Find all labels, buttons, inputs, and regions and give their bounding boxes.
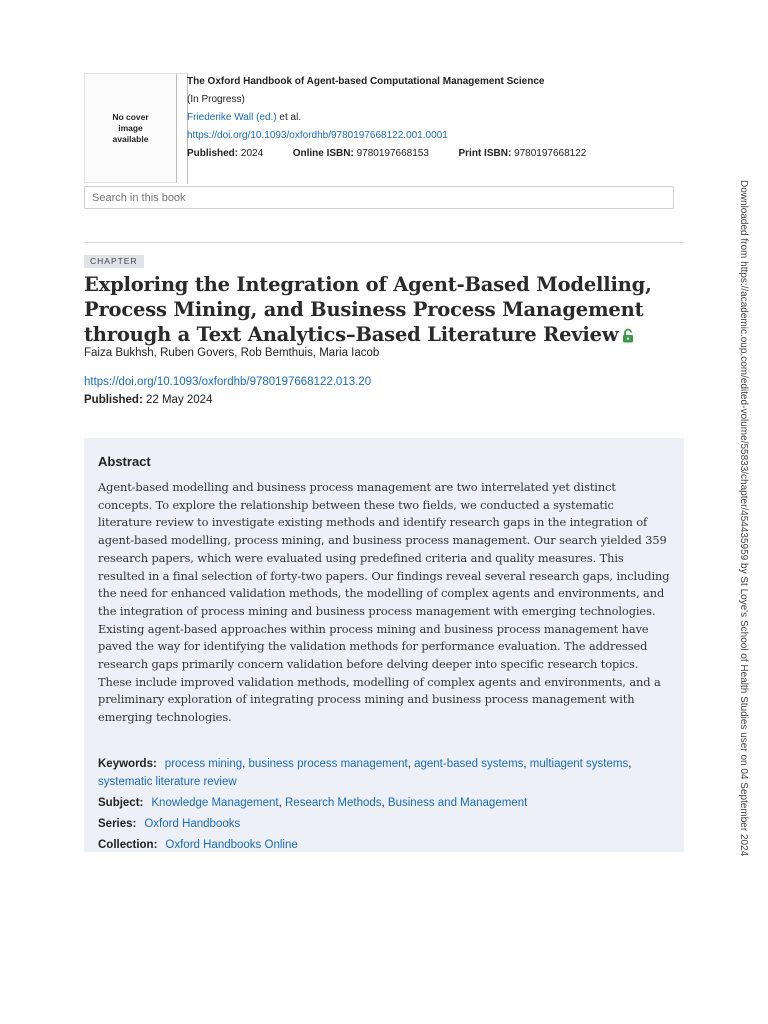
keyword-link[interactable]: process mining xyxy=(164,757,243,770)
book-editors xyxy=(187,109,586,127)
series-row xyxy=(98,815,670,833)
abstract-text: Agent-based modelling and business process management are two interrelated yet distinct concepts. To explore the relationship between these two fields, we conducted a systematic literature review to investigate existing methods and identify research gaps in the integration of agent-based modelling, process mining, and business process management. Our search yielded 359 research papers, which were evaluated using predefined criteria and quality measures. This resulted in a final selection of forty-two papers. Our findings reveal several research gaps, including the need for enhanced validation methods, the modelling of complex agents and environments, and the integration of process mining and business process management with emerging technologies. Existing agent-based approaches within process mining and business process management have paved the way for identifying the validation methods for performance evaluation. The addressed research gaps primarily concern validation before delving deeper into specific research topics. These include improved validation methods, modelling of complex agents and environments, and a preliminary exploration of integrating process mining and business process management with emerging technologies. xyxy=(98,480,670,725)
collection-row xyxy=(98,836,670,854)
cover-text: No cover image available xyxy=(112,111,149,144)
online-isbn-label: Online ISBN: xyxy=(292,148,354,159)
editor-suffix: et al. xyxy=(276,112,302,123)
book-status: (In Progress) xyxy=(187,94,245,105)
series-link[interactable]: Oxford Handbooks xyxy=(144,817,241,830)
subject-label: Subject: xyxy=(98,796,144,809)
keyword-link[interactable]: business process management xyxy=(248,757,408,770)
metadata-block xyxy=(98,755,670,854)
print-isbn-label: Print ISBN: xyxy=(458,148,512,159)
cover-placeholder xyxy=(84,73,177,183)
chapter-title-text: Exploring the Integration of Agent-Based Modelling, Process Mining, and Business Process Management through a Text Analytics–Based Literature Review xyxy=(84,273,652,346)
keyword-link[interactable]: systematic literature review xyxy=(98,775,237,788)
book-published-label: Published: xyxy=(187,148,239,159)
section-divider xyxy=(84,242,684,243)
online-isbn-value: 9780197668153 xyxy=(356,148,429,159)
abstract-heading: Abstract xyxy=(98,454,151,469)
search-in-book-input[interactable] xyxy=(84,186,674,209)
chapter-published-label: Published: xyxy=(84,394,143,406)
keyword-link[interactable]: multiagent systems xyxy=(529,757,629,770)
keywords-row: Keywords: process mining, business process management, agent-based systems, multiagent systems, systematic literature review xyxy=(98,757,632,788)
chapter-badge: CHAPTER xyxy=(84,255,144,268)
book-published-value: 2024 xyxy=(240,148,264,159)
editor-link[interactable]: Friederike Wall (ed.) xyxy=(187,112,277,123)
subject-link[interactable]: Knowledge Management xyxy=(151,796,279,809)
subject-link[interactable]: Research Methods xyxy=(285,796,382,809)
keyword-link[interactable]: agent-based systems xyxy=(414,757,524,770)
book-meta-row xyxy=(187,145,586,163)
book-title[interactable]: The Oxford Handbook of Agent-based Computational Management Science xyxy=(187,76,545,87)
download-watermark-text: Downloaded from https://academic.oup.com/edited-volume/55833/chapter/454435959 by St Loye's School of Health Studies user on 04 September 2024 xyxy=(738,180,749,857)
keywords-label: Keywords: xyxy=(98,757,157,770)
collection-link[interactable]: Oxford Handbooks Online xyxy=(165,838,298,851)
collection-label: Collection: xyxy=(98,838,158,851)
open-lock-icon xyxy=(622,324,634,349)
chapter-authors: Faiza Bukhsh, Ruben Govers, Rob Bemthuis, Maria Iacob xyxy=(84,347,380,359)
download-watermark xyxy=(735,180,749,857)
book-doi-link[interactable]: https://doi.org/10.1093/oxfordhb/9780197668122.001.0001 xyxy=(187,130,448,141)
abstract-panel xyxy=(84,438,684,852)
chapter-doi-link[interactable]: https://doi.org/10.1093/oxfordhb/9780197668122.013.20 xyxy=(84,376,372,388)
book-info xyxy=(187,73,586,163)
subject-link[interactable]: Business and Management xyxy=(387,796,528,809)
chapter-published xyxy=(84,394,212,406)
series-label: Series: xyxy=(98,817,137,830)
book-header xyxy=(84,73,684,183)
chapter-title xyxy=(84,272,694,349)
subject-row: Subject: Knowledge Management, Research Methods, Business and Management xyxy=(98,796,528,809)
chapter-published-value: 22 May 2024 xyxy=(145,394,213,406)
print-isbn-value: 9780197668122 xyxy=(514,148,587,159)
